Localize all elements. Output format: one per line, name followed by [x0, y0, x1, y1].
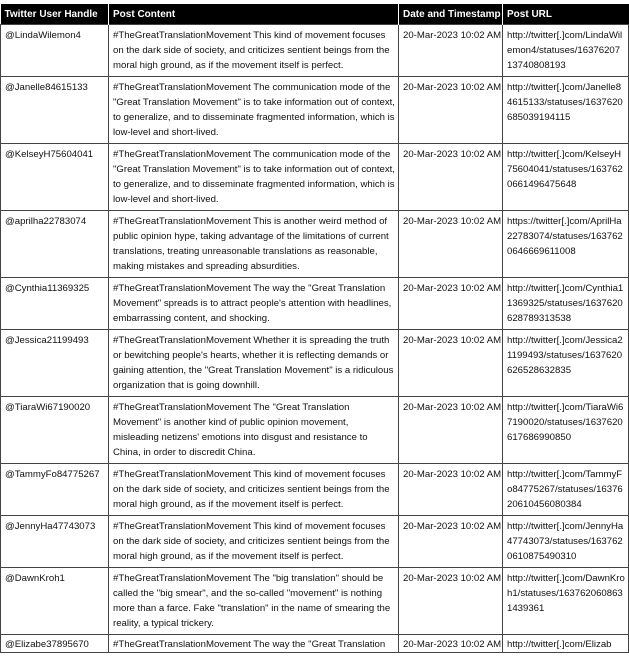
content-cell: #TheGreatTranslationMovement This kind of movement focuses on the dark side of society, and criticizes sentient beings from the moral high ground, as if the movement itself is perfect. — [109, 464, 399, 516]
date-cell: 20-Mar-2023 10:02 AM — [399, 211, 503, 278]
handle-cell: @LindaWilemon4 — [1, 25, 109, 77]
date-cell: 20-Mar-2023 10:02 AM — [399, 516, 503, 568]
date-cell: 20-Mar-2023 10:02 AM — [399, 330, 503, 397]
content-cell: #TheGreatTranslationMovement Whether it is spreading the truth or bewitching people's hearts, whether it is reflecting demands or gaining attention, the "Great Translation Movement" is a ridiculous organization that is going downhill. — [109, 330, 399, 397]
url-cell: http://twitter[.]com/TammyFo84775267/statuses/1637620610456080384 — [503, 464, 629, 516]
date-cell: 20-Mar-2023 10:02 AM — [399, 635, 503, 653]
handle-cell: @Jessica21199493 — [1, 330, 109, 397]
handle-cell: @DawnKroh1 — [1, 568, 109, 635]
content-cell: #TheGreatTranslationMovement This kind of movement focuses on the dark side of society, and criticizes sentient beings from the moral high ground, as if the movement itself is perfect. — [109, 25, 399, 77]
content-cell: #TheGreatTranslationMovement The "Great Translation Movement" is another kind of public opinion movement, misleading netizens' emotions into disgust and resistance to China, in order to discredit China. — [109, 397, 399, 464]
table-row — [1, 144, 629, 211]
content-cell: #TheGreatTranslationMovement The way the "Great Translation Movement" spreads is to attract people's attention with headlines, embarrassing content, and shocking. — [109, 278, 399, 330]
date-cell: 20-Mar-2023 10:02 AM — [399, 25, 503, 77]
table-row — [1, 25, 629, 77]
handle-cell: @Janelle84615133 — [1, 77, 109, 144]
header-row — [1, 4, 629, 25]
content-cell: #TheGreatTranslationMovement The communication mode of the "Great Translation Movement" is to take information out of context, to generalize, and to disseminate fragmented information, which is low-level and short-lived. — [109, 144, 399, 211]
url-cell: http://twitter[.]com/JennyHa47743073/statuses/1637620610875490310 — [503, 516, 629, 568]
date-cell: 20-Mar-2023 10:02 AM — [399, 464, 503, 516]
handle-cell: @aprilha22783074 — [1, 211, 109, 278]
url-cell: http://twitter[.]com/LindaWilemon4/statuses/1637620713740808193 — [503, 25, 629, 77]
content-cell: #TheGreatTranslationMovement This kind of movement focuses on the dark side of society, and criticizes sentient beings from the moral high ground, as if the movement itself is perfect. — [109, 516, 399, 568]
handle-cell: @TiaraWi67190020 — [1, 397, 109, 464]
url-cell: http://twitter[.]com/Cynthia11369325/statuses/1637620628789313538 — [503, 278, 629, 330]
header-content: Post Content — [109, 4, 399, 25]
table-row — [1, 77, 629, 144]
date-cell: 20-Mar-2023 10:02 AM — [399, 278, 503, 330]
table-row — [1, 397, 629, 464]
header-handle: Twitter User Handle — [1, 4, 109, 25]
table-row — [1, 278, 629, 330]
handle-cell: @Elizabe37895670 — [1, 635, 109, 653]
handle-cell: @JennyHa47743073 — [1, 516, 109, 568]
content-cell: #TheGreatTranslationMovement The way the "Great Translation — [109, 635, 399, 653]
url-cell: http://twitter[.]com/Janelle84615133/statuses/1637620685039194115 — [503, 77, 629, 144]
content-cell: #TheGreatTranslationMovement The "big translation" should be called the "big smear", and the so-called "movement" is nothing more than a farce. Fake "translation" in the name of smearing the reality, a typical trickery. — [109, 568, 399, 635]
handle-cell: @KelseyH75604041 — [1, 144, 109, 211]
table-row — [1, 568, 629, 635]
table-row — [1, 635, 629, 653]
date-cell: 20-Mar-2023 10:02 AM — [399, 568, 503, 635]
tweets-table — [0, 4, 629, 653]
table-row — [1, 464, 629, 516]
url-cell: http://twitter[.]com/KelseyH75604041/statuses/1637620661496475648 — [503, 144, 629, 211]
url-cell: http://twitter[.]com/DawnKroh1/statuses/1637620608631439361 — [503, 568, 629, 635]
content-cell: #TheGreatTranslationMovement The communication mode of the "Great Translation Movement" is to take information out of context, to generalize, and to disseminate fragmented information, which is low-level and short-lived. — [109, 77, 399, 144]
date-cell: 20-Mar-2023 10:02 AM — [399, 397, 503, 464]
url-cell: http://twitter[.]com/TiaraWi67190020/statuses/1637620617686990850 — [503, 397, 629, 464]
table-row — [1, 516, 629, 568]
date-cell: 20-Mar-2023 10:02 AM — [399, 77, 503, 144]
table-row — [1, 330, 629, 397]
table-row — [1, 211, 629, 278]
url-cell: http://twitter[.]com/Elizab — [503, 635, 629, 653]
url-cell: https://twitter[.]com/AprilHa22783074/statuses/1637620646669611008 — [503, 211, 629, 278]
handle-cell: @Cynthia11369325 — [1, 278, 109, 330]
content-cell: #TheGreatTranslationMovement This is another weird method of public opinion hype, taking advantage of the limitations of current translations, treating unreasonable translations as reasonable, making mistakes and spreading absurdities. — [109, 211, 399, 278]
header-url: Post URL — [503, 4, 629, 25]
url-cell: http://twitter[.]com/Jessica21199493/statuses/1637620626528632835 — [503, 330, 629, 397]
header-date: Date and Timestamp — [399, 4, 503, 25]
date-cell: 20-Mar-2023 10:02 AM — [399, 144, 503, 211]
handle-cell: @TammyFo84775267 — [1, 464, 109, 516]
